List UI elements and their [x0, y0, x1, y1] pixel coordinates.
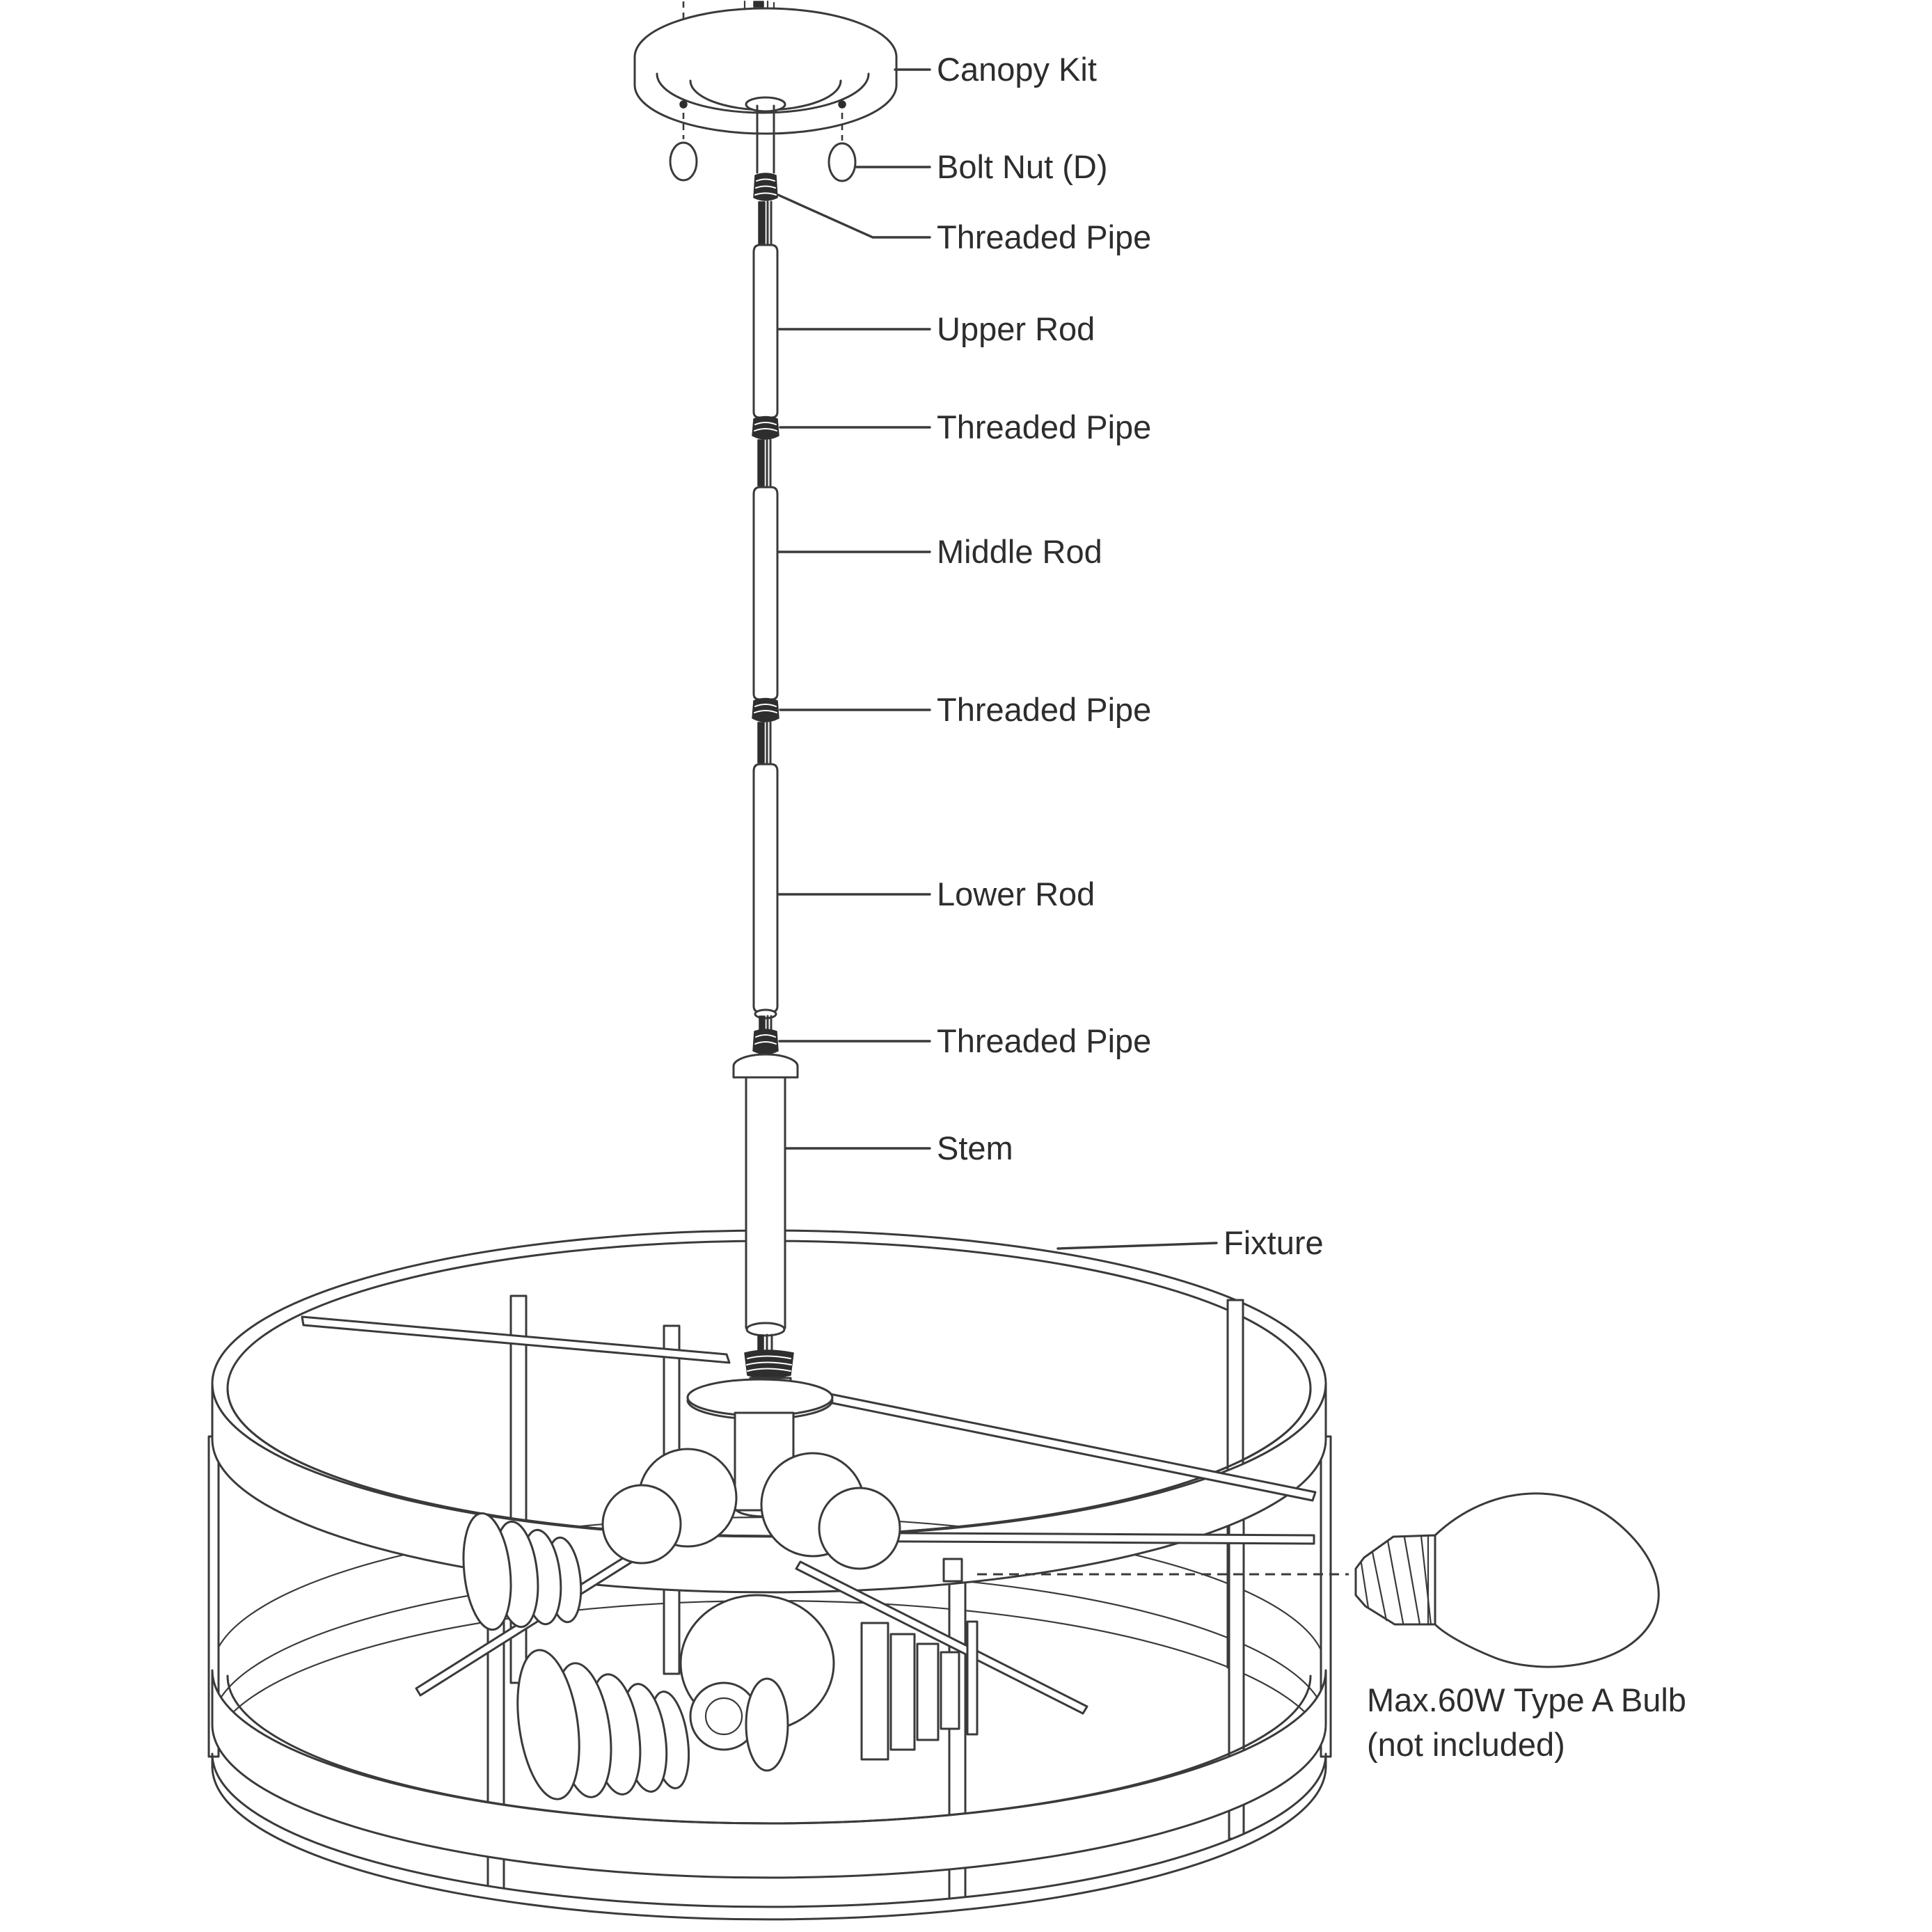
bulb-glass	[1435, 1494, 1658, 1667]
canopy-screw-left	[680, 101, 687, 108]
hanging-column	[635, 1, 896, 1336]
label-stem: Stem	[937, 1130, 1013, 1166]
label-middle-rod: Middle Rod	[937, 533, 1102, 570]
upper-rod	[754, 245, 777, 418]
stem	[734, 1054, 798, 1336]
label-bulb-line2: (not included)	[1367, 1726, 1565, 1763]
threaded-pipe-2	[752, 417, 779, 486]
middle-rod	[754, 487, 777, 699]
threaded-pipe-4	[753, 1010, 778, 1054]
label-fixture: Fixture	[1224, 1224, 1324, 1261]
socket-bracket-tab	[944, 1559, 962, 1581]
bolt-nut-left	[670, 143, 697, 180]
leader-threaded-pipe-1	[778, 195, 930, 237]
label-bulb-line1: Max.60W Type A Bulb	[1367, 1681, 1686, 1718]
socket-front	[690, 1679, 788, 1771]
label-threaded-pipe-4: Threaded Pipe	[937, 1022, 1152, 1059]
threaded-pipe-3	[752, 699, 779, 763]
threaded-pipe-1	[754, 173, 777, 245]
label-canopy-kit: Canopy Kit	[937, 51, 1097, 88]
label-threaded-pipe-1: Threaded Pipe	[937, 219, 1152, 255]
label-threaded-pipe-3: Threaded Pipe	[937, 691, 1152, 728]
socket-bracket-plate	[967, 1622, 977, 1734]
wire-mark	[754, 1, 763, 7]
label-lower-rod: Lower Rod	[937, 876, 1095, 912]
label-threaded-pipe-2: Threaded Pipe	[937, 409, 1152, 445]
label-upper-rod: Upper Rod	[937, 310, 1095, 347]
canopy-kit	[635, 8, 896, 134]
leader-fixture	[1058, 1243, 1217, 1249]
canopy-screw-right	[839, 101, 846, 108]
label-bolt-nut: Bolt Nut (D)	[937, 148, 1108, 185]
lower-rod	[754, 764, 777, 1012]
bolt-nut-right	[829, 143, 855, 181]
